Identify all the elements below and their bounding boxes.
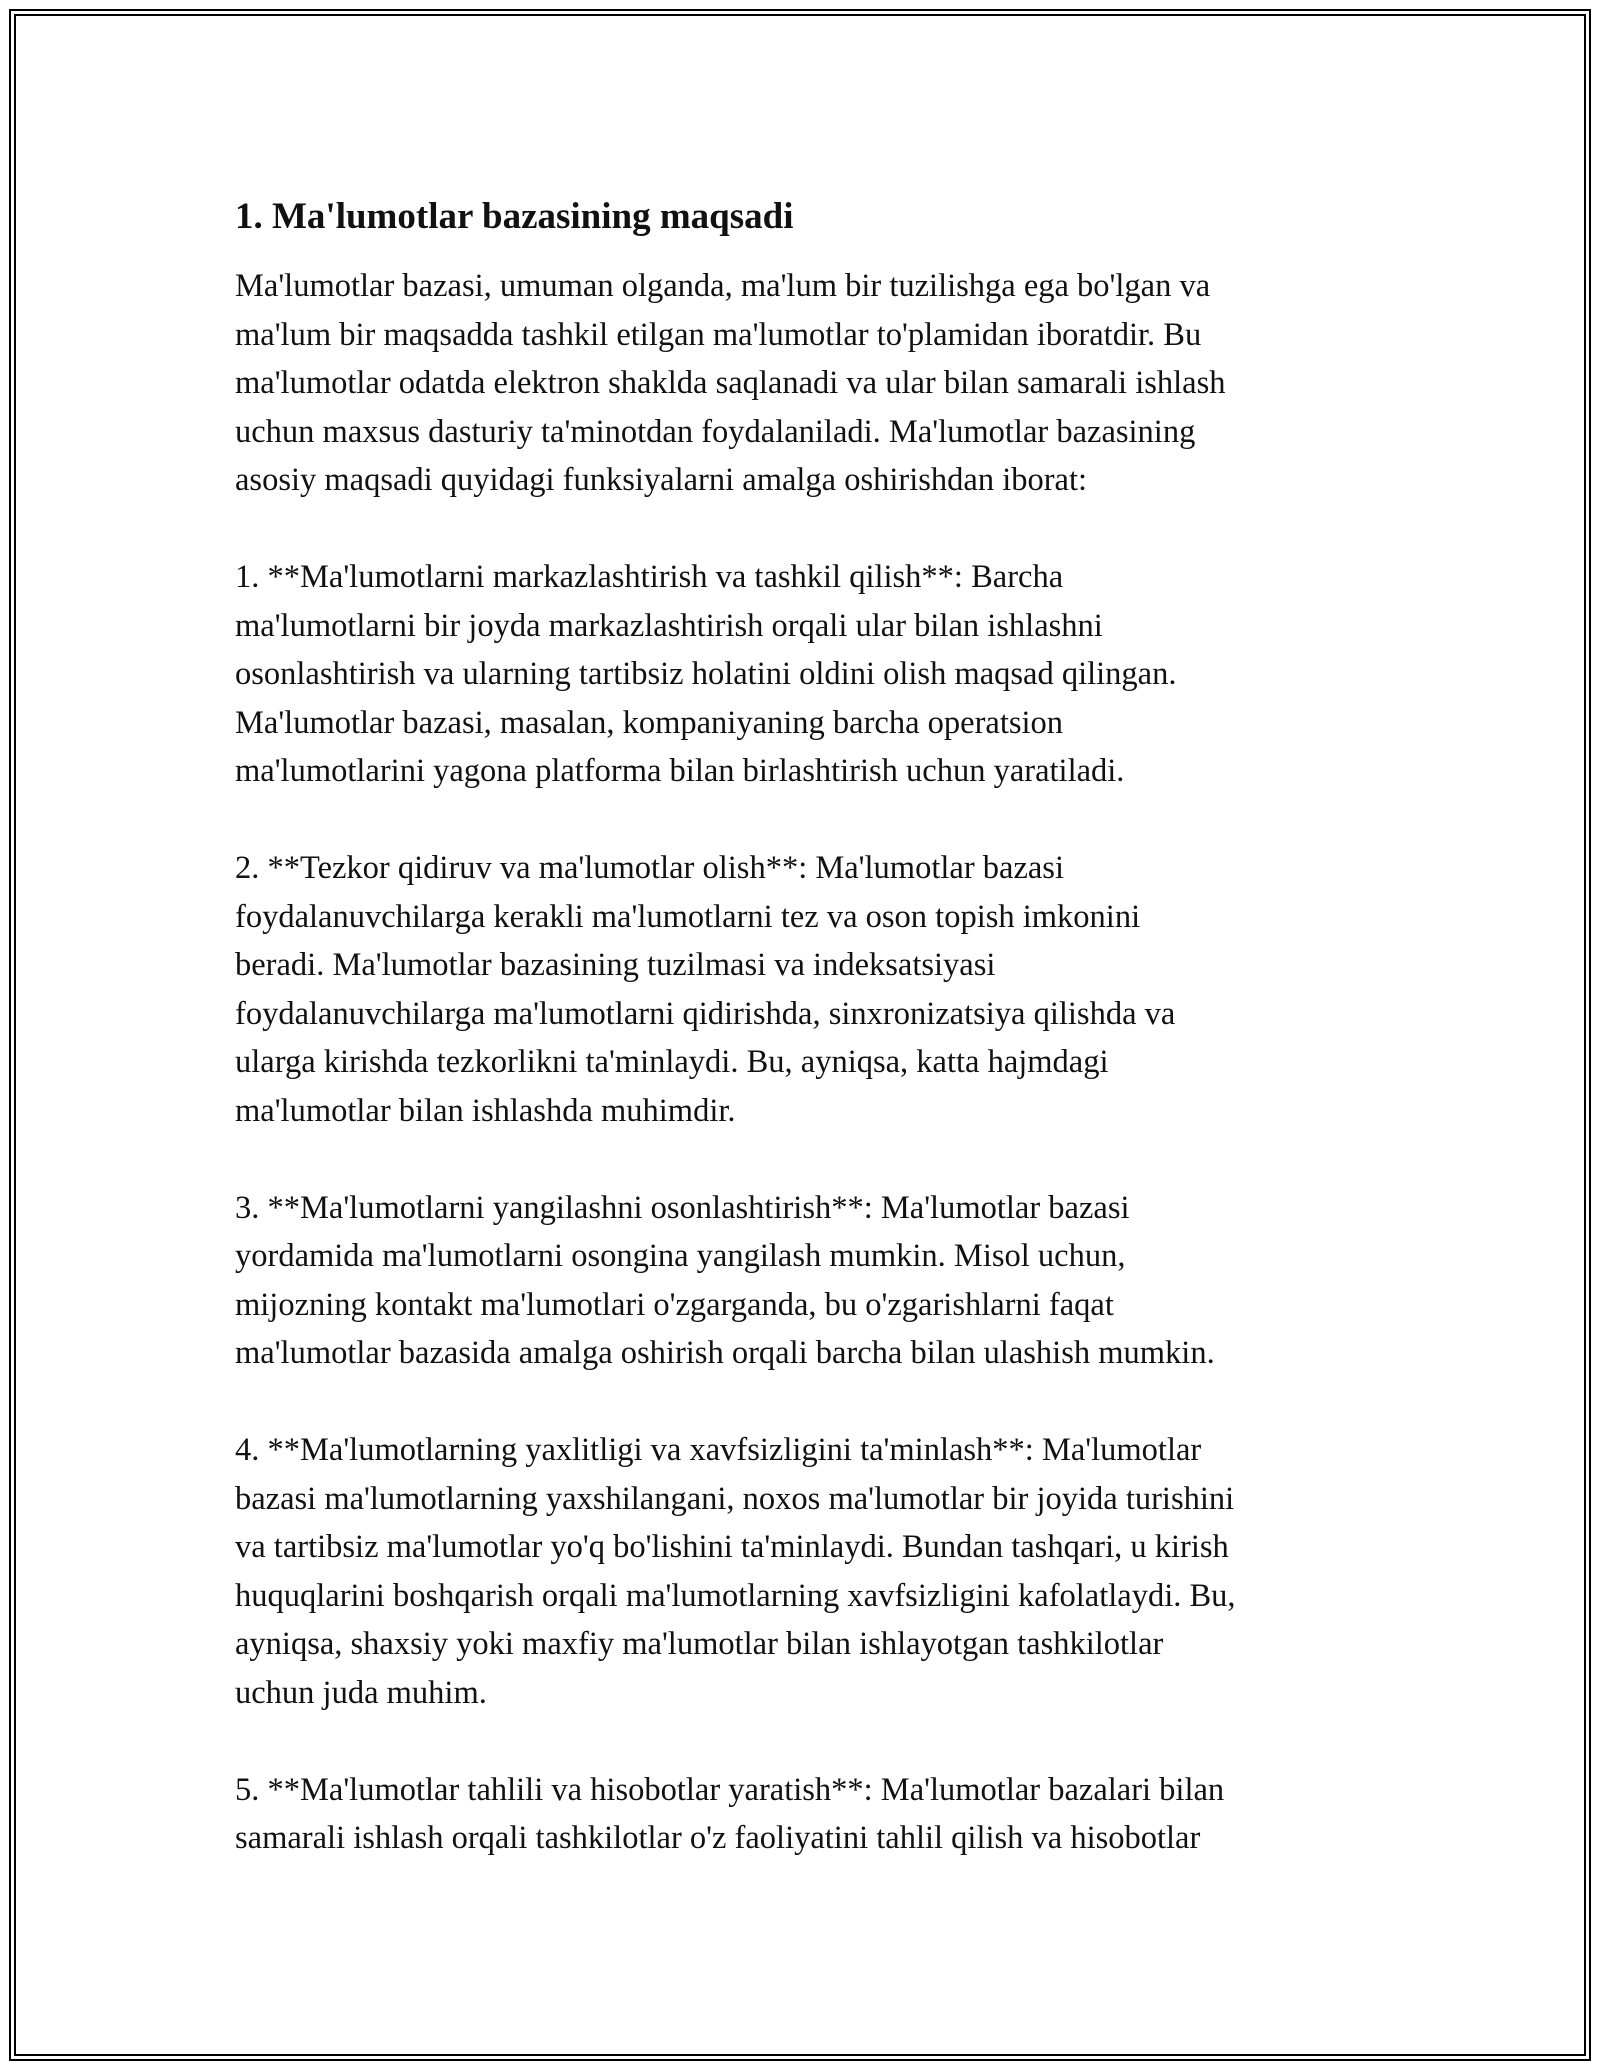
text-line: samarali ishlash orqali tashkilotlar o'z faoliyatini tahlil qilish va hisobotlar <box>235 1820 1201 1856</box>
text-line: 4. **Ma'lumotlarning yaxlitligi va xavfsizligini ta'minlash**: Ma'lumotlar <box>235 1432 1202 1468</box>
text-line: va tartibsiz ma'lumotlar yo'q bo'lishini ta'minlaydi. Bundan tashqari, u kirish <box>235 1529 1229 1565</box>
document-body <box>235 180 1365 1911</box>
text-line: Ma'lumotlar bazasi, umuman olganda, ma'lum bir tuzilishga ega bo'lgan va <box>235 268 1211 304</box>
list-item-4-paragraph <box>235 1426 1365 1717</box>
list-item-5-paragraph <box>235 1766 1365 1863</box>
text-line: uchun maxsus dasturiy ta'minotdan foydalaniladi. Ma'lumotlar bazasining <box>235 413 1196 450</box>
text-line: 3. **Ma'lumotlarni yangilashni osonlashtirish**: Ma'lumotlar bazasi <box>235 1189 1130 1226</box>
text-line: foydalanuvchilarga kerakli ma'lumotlarni tez va oson topish imkonini <box>235 898 1141 935</box>
text-line: ma'lumotlarni bir joyda markazlashtirish orqali ular bilan ishlashni <box>235 607 1103 644</box>
text-line: osonlashtirish va ularning tartibsiz holatini oldini olish maqsad qilingan. <box>235 656 1177 692</box>
text-line: asosiy maqsadi quyidagi funksiyalarni amalga oshirishdan iborat: <box>235 462 1088 498</box>
text-line: uchun juda muhim. <box>235 1674 487 1711</box>
text-line: ularga kirishda tezkorlikni ta'minlaydi. Bu, ayniqsa, katta hajmdagi <box>235 1044 1109 1080</box>
intro-paragraph <box>235 262 1365 505</box>
text-line: ma'lum bir maqsadda tashkil etilgan ma'lumotlar to'plamidan iboratdir. Bu <box>235 316 1202 353</box>
text-line: ma'lumotlarini yagona platforma bilan birlashtirish uchun yaratiladi. <box>235 753 1125 789</box>
list-item-3-paragraph <box>235 1184 1365 1378</box>
text-line: ma'lumotlar bazasida amalga oshirish orqali barcha bilan ulashish mumkin. <box>235 1335 1215 1371</box>
text-line: yordamida ma'lumotlarni osongina yangilash mumkin. Misol uchun, <box>235 1238 1126 1274</box>
document-title: 1. Ma'lumotlar bazasining maqsadi <box>235 196 794 237</box>
text-line: beradi. Ma'lumotlar bazasining tuzilmasi va indeksatsiyasi <box>235 947 996 983</box>
list-item-2-paragraph <box>235 844 1365 1135</box>
text-line: Ma'lumotlar bazasi, masalan, kompaniyaning barcha operatsion <box>235 704 1064 741</box>
text-line: 2. **Tezkor qidiruv va ma'lumotlar olish**: Ma'lumotlar bazasi <box>235 850 1064 886</box>
text-line: ma'lumotlar bilan ishlashda muhimdir. <box>235 1092 736 1129</box>
text-line: mijozning kontakt ma'lumotlari o'zgarganda, bu o'zgarishlarni faqat <box>235 1286 1114 1323</box>
list-item-1-paragraph <box>235 553 1365 796</box>
text-line: foydalanuvchilarga ma'lumotlarni qidirishda, sinxronizatsiya qilishda va <box>235 995 1176 1032</box>
text-line: ma'lumotlar odatda elektron shaklda saqlanadi va ular bilan samarali ishlash <box>235 365 1226 401</box>
text-line: ayniqsa, shaxsiy yoki maxfiy ma'lumotlar bilan ishlayotgan tashkilotlar <box>235 1626 1164 1662</box>
text-line: bazasi ma'lumotlarning yaxshilangani, noxos ma'lumotlar bir joyida turishini <box>235 1480 1235 1517</box>
text-line: 1. **Ma'lumotlarni markazlashtirish va tashkil qilish**: Barcha <box>235 559 1064 595</box>
text-line: 5. **Ma'lumotlar tahlili va hisobotlar yaratish**: Ma'lumotlar bazalari bilan <box>235 1771 1225 1808</box>
text-line: huquqlarini boshqarish orqali ma'lumotlarning xavfsizligini kafolatlaydi. Bu, <box>235 1577 1236 1614</box>
